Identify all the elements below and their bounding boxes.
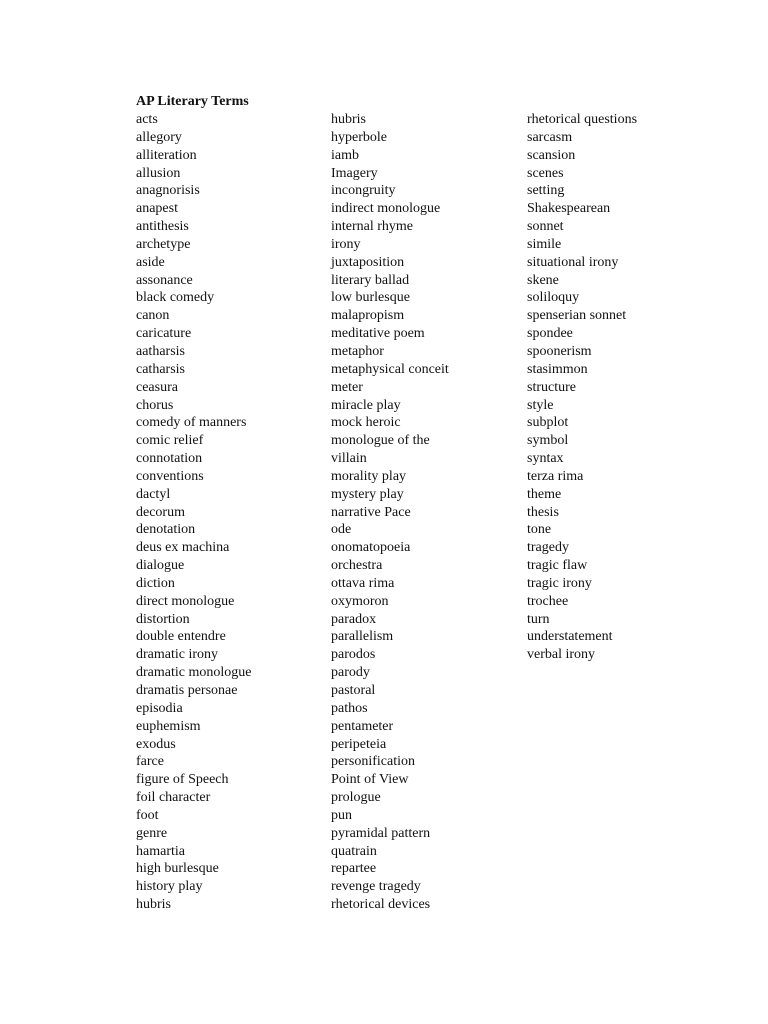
- term-item: dramatic irony: [136, 647, 219, 663]
- term-item: pastoral: [331, 683, 376, 698]
- term-item: onomatopoeia: [331, 540, 411, 556]
- term-item: prologue: [331, 790, 381, 806]
- term-item: distortion: [136, 611, 190, 627]
- term-item: low burlesque: [331, 290, 410, 306]
- term-item: genre: [136, 825, 168, 841]
- term-item: figure of Speech: [136, 772, 229, 788]
- term-column-3: [527, 111, 637, 664]
- term-item: monologue of the: [331, 433, 430, 449]
- term-item: oxymoron: [331, 593, 389, 609]
- term-item: archetype: [136, 236, 191, 252]
- term-item: meditative poem: [331, 326, 425, 342]
- term-item: alliteration: [136, 147, 197, 163]
- term-item: situational irony: [527, 254, 619, 270]
- term-item: comedy of manners: [136, 415, 247, 431]
- term-item: internal rhyme: [331, 219, 414, 235]
- term-item: thesis: [527, 504, 559, 520]
- term-item: foot: [136, 807, 159, 823]
- term-item: parodos: [331, 647, 376, 663]
- term-item: verbal irony: [527, 647, 596, 663]
- term-item: diction: [136, 575, 175, 591]
- term-column-1: [136, 111, 251, 914]
- term-item: dactyl: [136, 486, 171, 502]
- term-item: turn: [527, 611, 550, 627]
- term-item: rhetorical questions: [527, 112, 638, 127]
- term-item: hamartia: [136, 843, 185, 859]
- term-item: subplot: [527, 415, 569, 431]
- term-item: stasimmon: [527, 361, 588, 377]
- term-item: trochee: [527, 593, 569, 609]
- term-item: Shakespearean: [527, 201, 611, 217]
- term-item: hubris: [331, 112, 366, 127]
- term-item: parody: [331, 665, 370, 681]
- term-item: aside: [136, 254, 165, 270]
- term-item: canon: [136, 308, 170, 324]
- term-item: anapest: [136, 201, 178, 217]
- term-item: ode: [331, 522, 352, 538]
- term-item: soliloquy: [527, 290, 580, 306]
- term-item: connotation: [136, 451, 203, 467]
- term-item: dramatis personae: [136, 683, 238, 698]
- term-item: simile: [527, 236, 562, 252]
- term-item: scansion: [527, 147, 576, 163]
- term-item: farce: [136, 754, 164, 770]
- term-item: allegory: [136, 129, 182, 145]
- term-item: dramatic monologue: [136, 665, 252, 681]
- term-item: tone: [527, 522, 552, 538]
- term-item: pathos: [331, 700, 368, 716]
- term-item: understatement: [527, 629, 613, 645]
- term-item: direct monologue: [136, 593, 235, 609]
- term-item: orchestra: [331, 558, 383, 574]
- term-item: exodus: [136, 736, 176, 752]
- term-item: history play: [136, 879, 203, 895]
- term-item: pyramidal pattern: [331, 825, 431, 841]
- term-item: rhetorical devices: [331, 897, 431, 913]
- term-item: metaphysical conceit: [331, 361, 449, 377]
- term-item: allusion: [136, 165, 181, 181]
- term-item: structure: [527, 379, 576, 395]
- term-item: revenge tragedy: [331, 879, 421, 895]
- term-item: chorus: [136, 397, 174, 413]
- term-item: scenes: [527, 165, 564, 181]
- term-item: foil character: [136, 790, 211, 806]
- term-item: hyperbole: [331, 129, 387, 145]
- term-item: setting: [527, 183, 565, 199]
- term-item: narrative Pace: [331, 504, 411, 520]
- term-item: tragic irony: [527, 575, 592, 591]
- term-item: comic relief: [136, 433, 204, 449]
- term-item: metaphor: [331, 343, 384, 359]
- term-item: parallelism: [331, 629, 394, 645]
- term-item: meter: [331, 379, 363, 395]
- term-item: hubris: [136, 897, 171, 913]
- term-item: literary ballad: [331, 272, 410, 288]
- term-item: sonnet: [527, 219, 564, 235]
- term-item: caricature: [136, 326, 192, 342]
- term-item: repartee: [331, 861, 377, 877]
- term-item: double entendre: [136, 629, 226, 645]
- term-item: euphemism: [136, 718, 201, 734]
- term-item: morality play: [331, 468, 407, 484]
- term-item: mystery play: [331, 486, 404, 502]
- term-item: tragedy: [527, 540, 569, 556]
- term-item: deus ex machina: [136, 540, 230, 556]
- term-item: syntax: [527, 451, 564, 467]
- term-item: miracle play: [331, 397, 401, 413]
- term-item: pentameter: [331, 718, 394, 734]
- term-item: theme: [527, 486, 562, 502]
- term-item: anagnorisis: [136, 183, 200, 199]
- term-item: conventions: [136, 468, 204, 484]
- term-item: incongruity: [331, 183, 396, 199]
- page-title: AP Literary Terms: [136, 94, 249, 109]
- term-item: high burlesque: [136, 861, 219, 877]
- term-item: aatharsis: [136, 343, 185, 359]
- term-item: spondee: [527, 326, 573, 342]
- term-item: acts: [136, 112, 158, 127]
- term-item: iamb: [331, 147, 359, 163]
- term-item: ceasura: [136, 379, 178, 395]
- term-item: irony: [331, 236, 361, 252]
- term-item: antithesis: [136, 219, 189, 235]
- term-item: quatrain: [331, 843, 377, 859]
- term-item: black comedy: [136, 290, 215, 306]
- term-item: episodia: [136, 700, 183, 716]
- term-item: villain: [331, 451, 367, 467]
- term-item: decorum: [136, 504, 185, 520]
- term-item: paradox: [331, 611, 377, 627]
- term-item: juxtaposition: [331, 254, 405, 270]
- term-item: catharsis: [136, 361, 185, 377]
- term-item: spenserian sonnet: [527, 308, 627, 324]
- term-item: style: [527, 397, 554, 413]
- term-item: mock heroic: [331, 415, 401, 431]
- term-column-2: [331, 111, 449, 914]
- term-item: terza rima: [527, 468, 584, 484]
- term-item: pun: [331, 807, 352, 823]
- term-item: symbol: [527, 433, 569, 449]
- term-item: peripeteia: [331, 736, 387, 752]
- term-item: assonance: [136, 272, 193, 288]
- term-item: dialogue: [136, 558, 185, 574]
- term-item: sarcasm: [527, 129, 573, 145]
- term-item: personification: [331, 754, 415, 770]
- term-item: ottava rima: [331, 575, 395, 591]
- term-item: malapropism: [331, 308, 405, 324]
- term-item: spoonerism: [527, 343, 592, 359]
- term-item: Imagery: [331, 165, 378, 181]
- term-item: skene: [527, 272, 559, 288]
- term-item: indirect monologue: [331, 201, 441, 217]
- term-item: tragic flaw: [527, 558, 588, 574]
- term-item: Point of View: [331, 772, 409, 788]
- term-item: denotation: [136, 522, 196, 538]
